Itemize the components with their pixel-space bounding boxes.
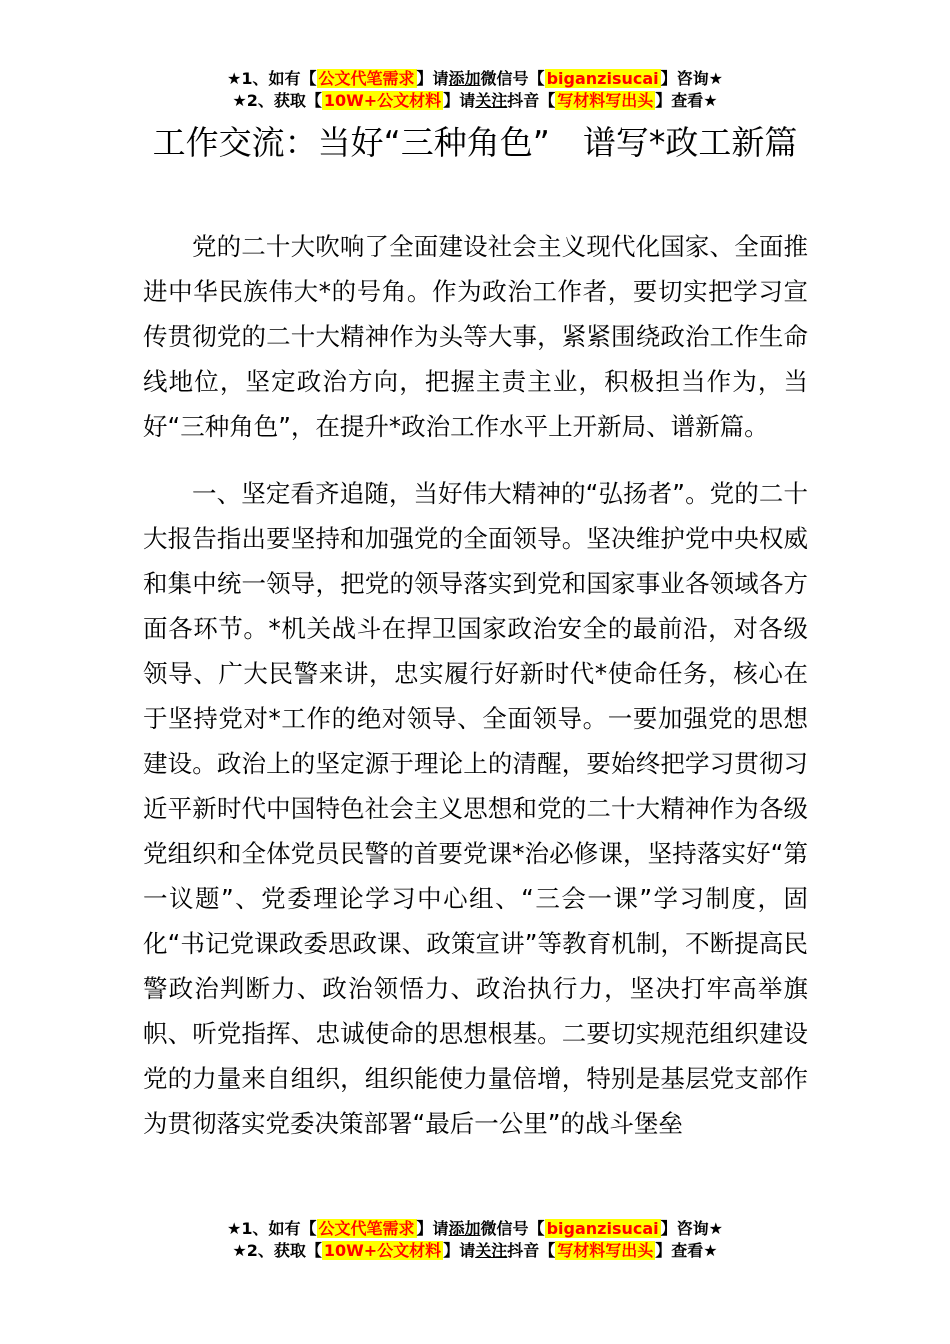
highlight-douyin-account: 写材料写出头 — [557, 1241, 654, 1260]
paragraph-section-one: 一、坚定看齐追随，当好伟大精神的“弘扬者”。党的二十大报告指出要坚持和加强党的全面领导。坚决维护党中央权威和集中统一领导，把党的领导落实到党和国家事业各领域各方面各环节。*机关战斗在捍卫国家政治安全的最前沿，对各级领导、广大民警来讲，忠实履行好新时代*使命任务，核心在于坚持党对*工作的绝对领导、全面领导。一要加强党的思想建设。政治上的坚定源于理论上的清醒，要始终把学习贯彻习近平新时代中国特色社会主义思想和党的二十大精神作为各级党组织和全体党员民警的首要党课*治必修课，坚持落实好“第一议题”、党委理论学习中心组、“三会一课”学习制度，固化“书记党课政委思政课、政策宣讲”等教育机制，不断提高民警政治判断力、政治领悟力、政治执行力，坚决打牢高举旗帜、听党指挥、忠诚使命的思想根基。二要切实规范组织建设党的力量来自组织，组织能使力量倍增，特别是基层党支部作为贯彻落实党委决策部署“最后一公里”的战斗堡垒 — [143, 479, 808, 1138]
highlight-wechat-id: biganzisucai — [546, 69, 659, 88]
document-body — [143, 224, 808, 1146]
header-banner — [0, 68, 950, 112]
footer-banner — [0, 1218, 950, 1262]
header-banner-line-1: ★1、如有【 公文代笔需求 】请添加微信号【 biganzisucai 】咨询★ — [227, 69, 723, 88]
paragraph-intro: 党的二十大吹响了全面建设社会主义现代化国家、全面推进中华民族伟大*的号角。作为政治工作者，要切实把学习宣传贯彻党的二十大精神作为头等大事，紧紧围绕政治工作生命线地位，坚定政治方向，把握主责主业，积极担当作为，当好“三种角色”，在提升*政治工作水平上开新局、谱新篇。 — [143, 232, 808, 441]
highlight-douyin-account: 写材料写出头 — [557, 91, 654, 110]
highlight-service: 公文代笔需求 — [318, 1219, 415, 1238]
header-banner-line-2: ★2、获取【 10W+公文材料 】请关注抖音【 写材料写出头 】查看★ — [232, 91, 718, 110]
document-title: 工作交流：当好“三种角色” 谱写*政工新篇 — [152, 123, 798, 162]
highlight-service: 公文代笔需求 — [318, 69, 415, 88]
footer-banner-line-2: ★2、获取【 10W+公文材料 】请关注抖音【 写材料写出头 】查看★ — [232, 1241, 718, 1260]
highlight-materials: 10W+公文材料 — [323, 91, 442, 110]
highlight-wechat-id: biganzisucai — [546, 1219, 659, 1238]
footer-banner-line-1: ★1、如有【 公文代笔需求 】请添加微信号【 biganzisucai 】咨询★ — [227, 1219, 723, 1238]
highlight-materials: 10W+公文材料 — [323, 1241, 442, 1260]
